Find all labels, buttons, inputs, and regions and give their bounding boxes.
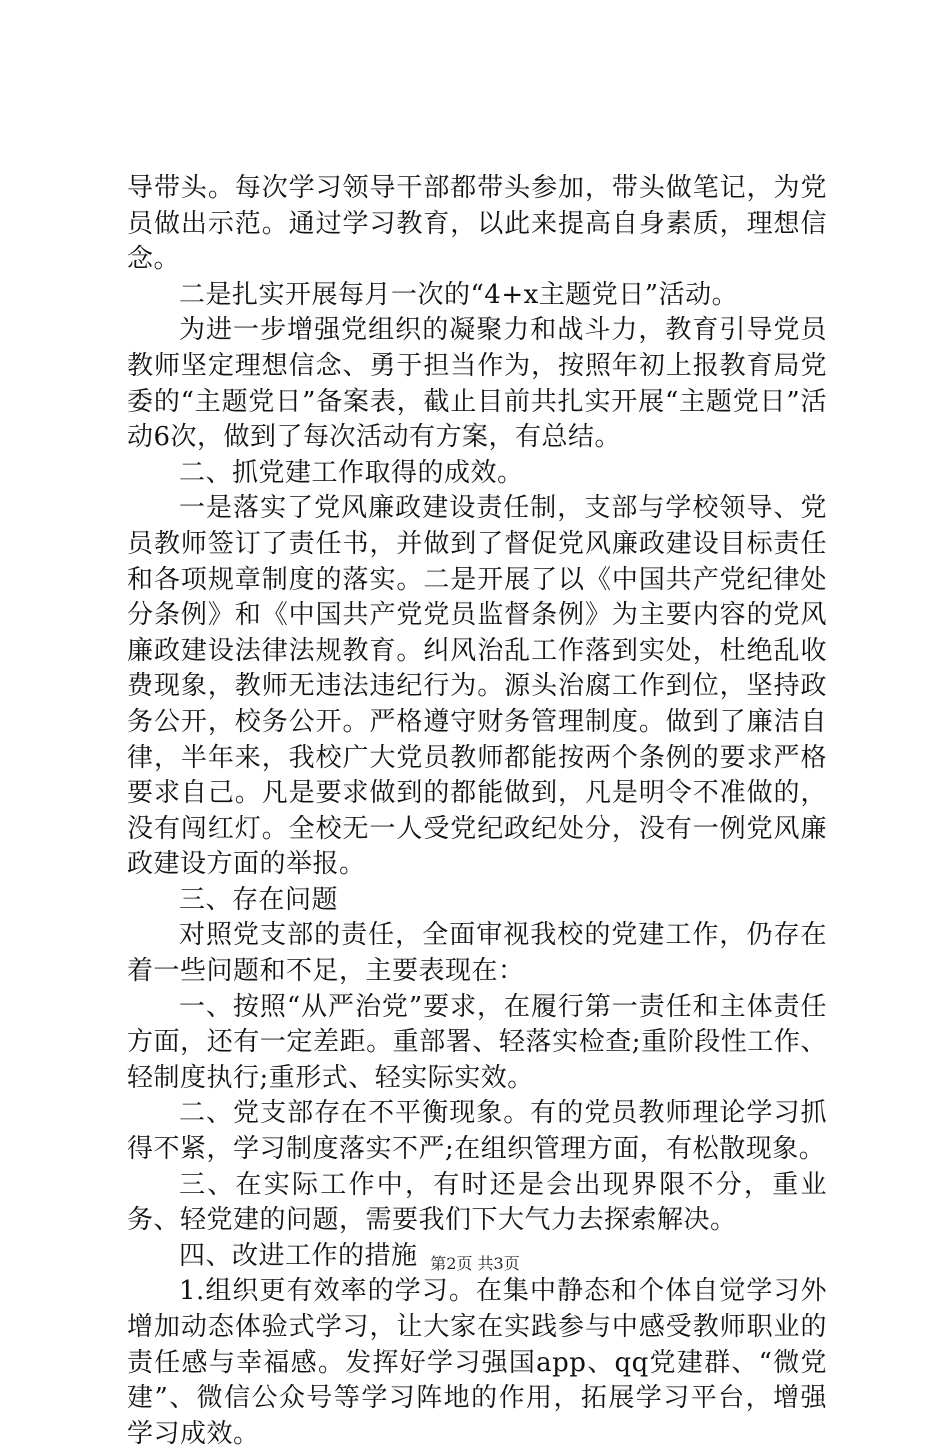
- section-heading-2: 二、抓党建工作取得的成效。: [179, 457, 524, 488]
- paragraph-10: 三、在实际工作中，有时还是会出现界限不分，重业务、轻党建的问题，需要我们下大气力去探索解决。: [127, 1169, 827, 1236]
- paragraph-2: 二是扎实开展每月一次的“4+x主题党日”活动。: [179, 279, 739, 310]
- page-footer: 第2页 共3页: [430, 1254, 520, 1273]
- section-heading-4: 四、改进工作的措施: [179, 1240, 418, 1271]
- section-heading-3: 三、存在问题: [179, 884, 339, 915]
- paragraph-9: 二、党支部存在不平衡现象。有的党员教师理论学习抓得不紧，学习制度落实不严;在组织管理方面，有松散现象。: [127, 1098, 827, 1165]
- paragraph-1: 导带头。每次学习领导干部都带头参加，带头做笔记，为党员做出示范。通过学习教育，以此来提高自身素质，理想信念。: [127, 173, 827, 275]
- paragraph-5: 一是落实了党风廉政建设责任制，支部与学校领导、党员教师签订了责任书，并做到了督促党风廉政建设目标责任和各项规章制度的落实。二是开展了以《中国共产党纪律处分条例》和《中国共产党党员监督条例》为主要内容的党风廉政建设法律法规教育。纠风治乱工作落到实处，杜绝乱收费现象，教师无违法违纪行为。源头治腐工作到位，坚持政务公开，校务公开。严格遵守财务管理制度。做到了廉洁自律，半年来，我校广大党员教师都能按两个条例的要求严格要求自己。凡是要求做到的都能做到，凡是明令不准做的，没有闯红灯。全校无一人受党纪政纪处分，没有一例党风廉政建设方面的举报。: [127, 493, 827, 880]
- paragraph-3: 为进一步增强党组织的凝聚力和战斗力，教育引导党员教师坚定理想信念、勇于担当作为，按照年初上报教育局党委的“主题党日”备案表，截止目前共扎实开展“主题党日”活动6次，做到了每次活动有方案，有总结。: [127, 315, 827, 453]
- paragraph-8: 一、按照“从严治党”要求，在履行第一责任和主体责任方面，还有一定差距。重部署、轻落实检查;重阶段性工作、轻制度执行;重形式、轻实际实效。: [127, 991, 827, 1093]
- paragraph-7: 对照党支部的责任，全面审视我校的党建工作，仍存在着一些问题和不足，主要表现在：: [127, 920, 827, 987]
- paragraph-12: 1.组织更有效率的学习。在集中静态和个体自觉学习外增加动态体验式学习，让大家在实践参与中感受教师职业的责任感与幸福感。发挥好学习强国app、qq党建群、“微党建”、微信公众号等学习阵地的作用，拓展学习平台，增强学习成效。: [127, 1276, 827, 1449]
